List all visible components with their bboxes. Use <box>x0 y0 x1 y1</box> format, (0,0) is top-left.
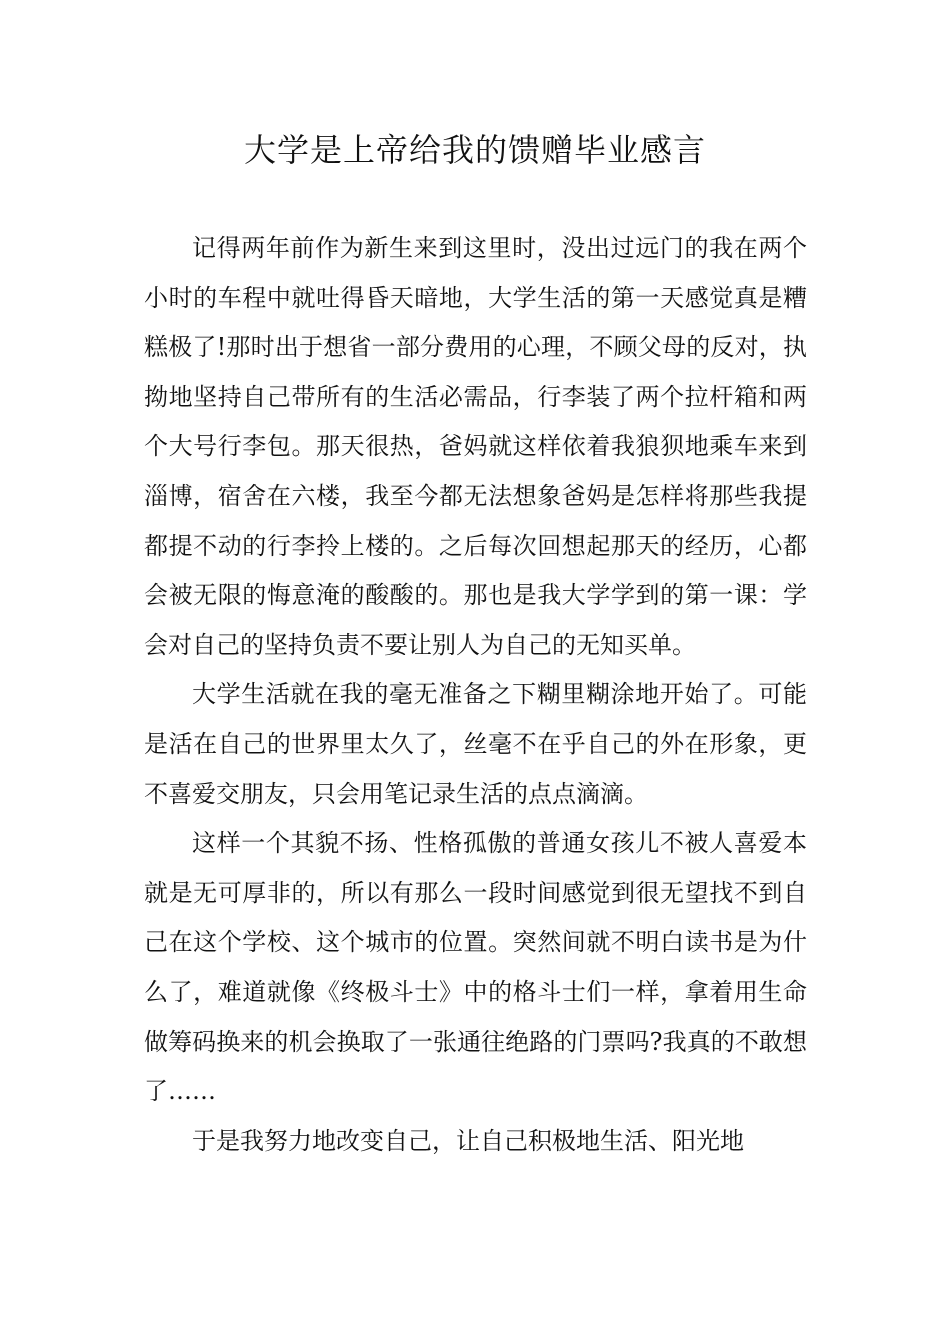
paragraph-1: 记得两年前作为新生来到这里时，没出过远门的我在两个小时的车程中就吐得昏天暗地，大学生活的第一天感觉真是糟糕极了!那时出于想省一部分费用的心理，不顾父母的反对，执拗地坚持自己带所有的生活必需品，行李装了两个拉杆箱和两个大号行李包。那天很热，爸妈就这样依着我狼狈地乘车来到淄博，宿舍在六楼，我至今都无法想象爸妈是怎样将那些我提都提不动的行李拎上楼的。之后每次回想起那天的经历，心都会被无限的悔意淹的酸酸的。那也是我大学学到的第一课：学会对自己的坚持负责不要让别人为自己的无知买单。 <box>144 234 807 659</box>
document-body <box>144 224 807 1166</box>
paragraph-3: 这样一个其貌不扬、性格孤傲的普通女孩儿不被人喜爱本就是无可厚非的，所以有那么一段时间感觉到很无望找不到自己在这个学校、这个城市的位置。突然间就不明白读书是为什么了，难道就像《终极斗士》中的格斗士们一样，拿着用生命做筹码换来的机会换取了一张通往绝路的门票吗?我真的不敢想了…… <box>144 829 807 1106</box>
paragraph-4: 于是我努力地改变自己，让自己积极地生活、阳光地 <box>192 1126 744 1155</box>
document-title: 大学是上帝给我的馈赠毕业感言 <box>243 131 706 169</box>
paragraph-2: 大学生活就在我的毫无准备之下糊里糊涂地开始了。可能是活在自己的世界里太久了，丝毫不在乎自己的外在形象，更不喜爱交朋友，只会用笔记录生活的点点滴滴。 <box>144 680 807 808</box>
